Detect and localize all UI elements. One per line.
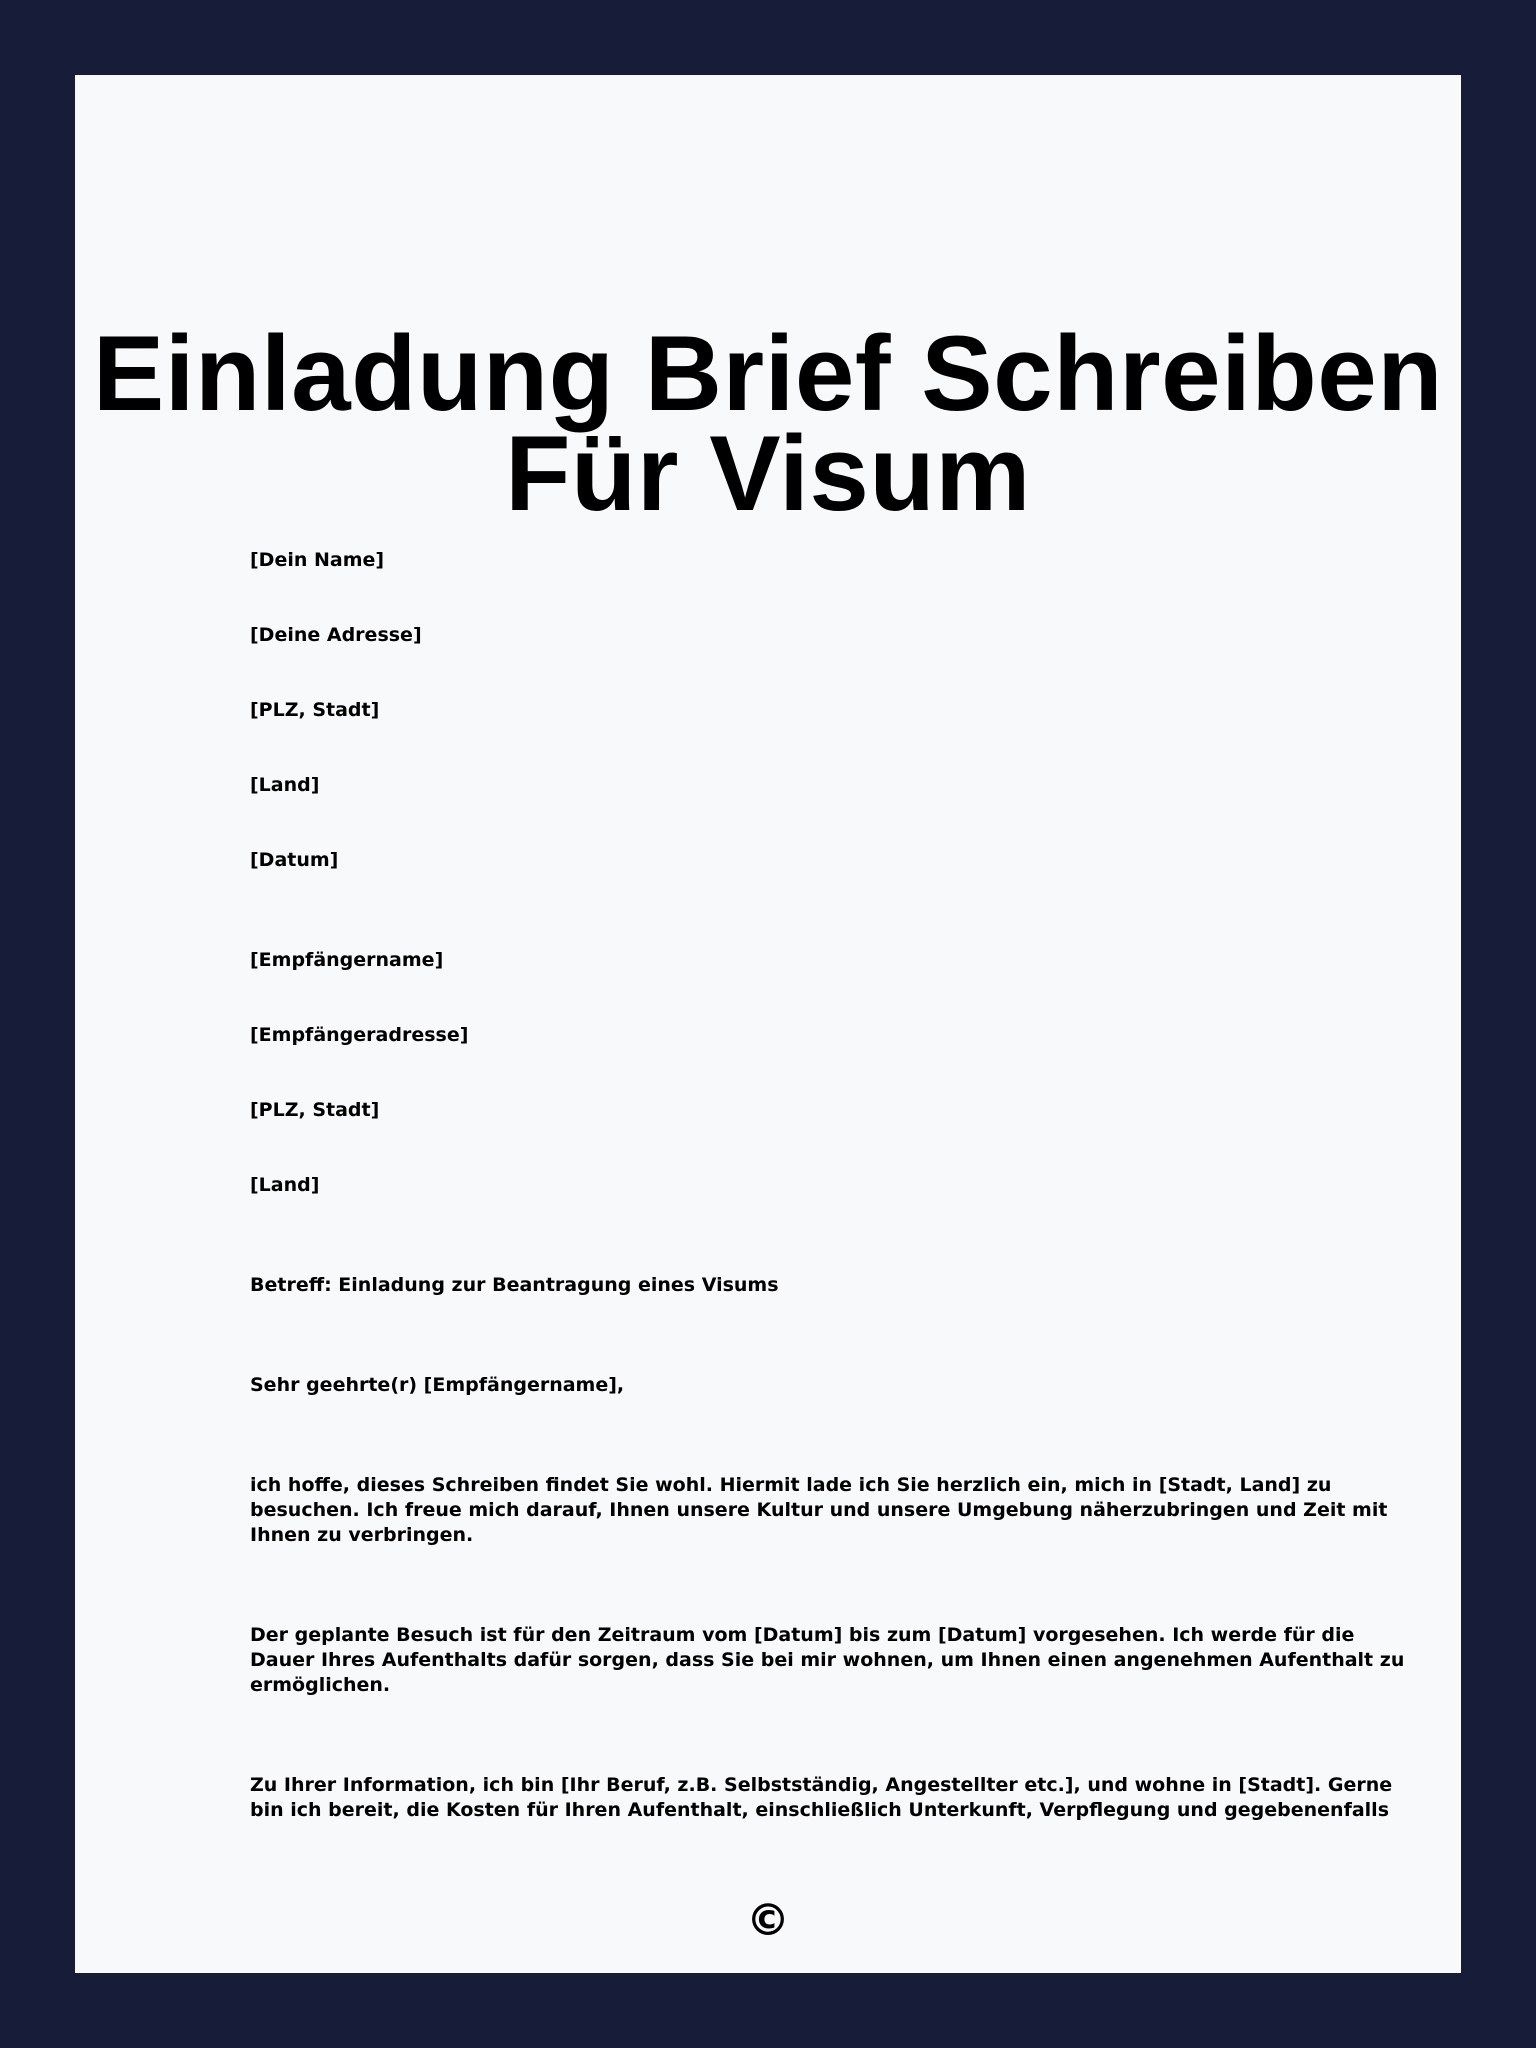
- paragraph-line: Dauer Ihres Aufenthalts dafür sorgen, dass Sie bei mir wohnen, um Ihnen einen angenehmen Aufenthalt zu: [250, 1649, 1405, 1671]
- paragraph-line: Ihnen zu verbringen.: [250, 1524, 474, 1546]
- paragraph-line: bin ich bereit, die Kosten für Ihren Aufenthalt, einschließlich Unterkunft, Verpflegung und gegebenenfalls: [250, 1799, 1389, 1821]
- paragraph-line: ermöglichen.: [250, 1674, 391, 1696]
- recipient-country: [Land]: [250, 1174, 320, 1196]
- recipient-address: [Empfängeradresse]: [250, 1024, 469, 1046]
- copyright-icon: ©: [746, 1895, 790, 1946]
- salutation: Sehr geehrte(r) [Empfängername],: [250, 1374, 625, 1396]
- sender-address: [Deine Adresse]: [250, 624, 422, 646]
- paragraph-line: Zu Ihrer Information, ich bin [Ihr Beruf, z.B. Selbstständig, Angestellter etc.], und wohne in [Stadt]. Gerne: [250, 1774, 1393, 1796]
- title-line-1: Einladung Brief Schreiben: [92, 313, 1444, 433]
- paragraph-1: [250, 1473, 1388, 1548]
- title-line-2: Für Visum: [505, 413, 1031, 533]
- recipient-city: [PLZ, Stadt]: [250, 1099, 380, 1121]
- paragraph-2: [250, 1623, 1405, 1698]
- document-page: [75, 75, 1461, 1973]
- subject-line: Betreff: Einladung zur Beantragung eines Visums: [250, 1274, 779, 1296]
- sender-country: [Land]: [250, 774, 320, 796]
- recipient-name: [Empfängername]: [250, 949, 444, 971]
- letter-date: [Datum]: [250, 849, 339, 871]
- page-title: [75, 313, 1461, 533]
- paragraph-3: [250, 1773, 1393, 1823]
- paragraph-line: besuchen. Ich freue mich darauf, Ihnen unsere Kultur und unsere Umgebung näherzubringen und Zeit mit: [250, 1499, 1388, 1521]
- sender-city: [PLZ, Stadt]: [250, 699, 380, 721]
- paragraph-line: Der geplante Besuch ist für den Zeitraum vom [Datum] bis zum [Datum] vorgesehen. Ich werde für die: [250, 1624, 1355, 1646]
- paragraph-line: ich hoffe, dieses Schreiben findet Sie wohl. Hiermit lade ich Sie herzlich ein, mich in [Stadt, Land] zu: [250, 1474, 1332, 1496]
- sender-name: [Dein Name]: [250, 549, 385, 571]
